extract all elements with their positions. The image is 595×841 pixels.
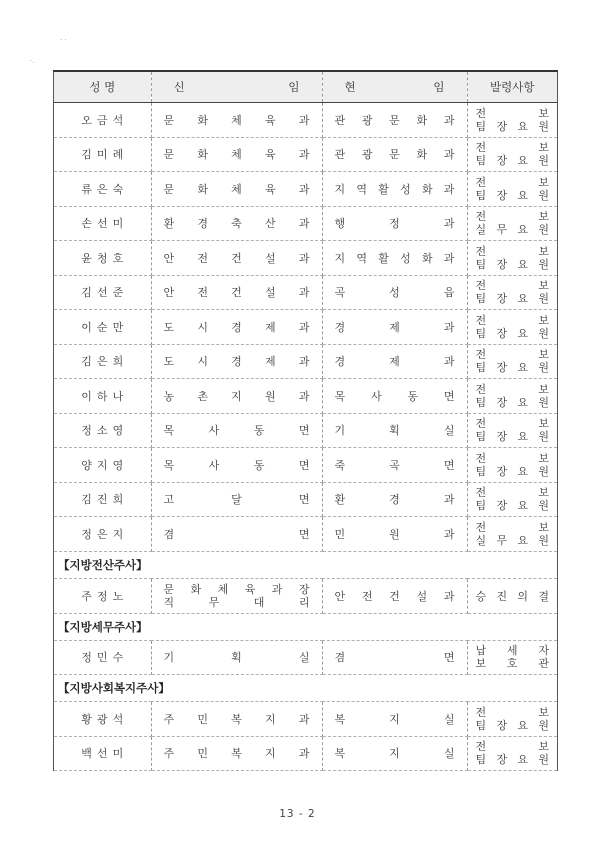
appointment-note: 전 보 팀 장 요 원 — [467, 702, 557, 737]
table-row — [54, 241, 557, 276]
person-name: 양 지 영 — [54, 448, 151, 483]
appointment-note: 전 보 팀 장 요 원 — [467, 172, 557, 207]
current-post: 관 광 문 화 과 — [322, 103, 467, 138]
person-name: 이 하 나 — [54, 379, 151, 414]
previous-post: 목 사 동 면 — [151, 413, 322, 448]
section-heading-row — [54, 675, 557, 702]
person-name: 김 은 희 — [54, 344, 151, 379]
previous-post: 환 경 축 산 과 — [151, 206, 322, 241]
person-name: 백 선 미 — [54, 736, 151, 771]
table-row — [54, 578, 557, 613]
person-name: 김 선 준 — [54, 275, 151, 310]
appointment-note: 납 세 자 보 호 관 — [467, 640, 557, 675]
current-post: 지 역 활 성 화 과 — [322, 172, 467, 207]
section-heading-row — [54, 613, 557, 640]
table-row — [54, 736, 557, 771]
table-row — [54, 103, 557, 138]
table-row — [54, 702, 557, 737]
appointment-note: 전 보 팀 장 요 원 — [467, 137, 557, 172]
previous-post: 문 화 체 육 과 — [151, 137, 322, 172]
previous-post: 도 시 경 제 과 — [151, 344, 322, 379]
appointment-note: 전 보 팀 장 요 원 — [467, 482, 557, 517]
appointment-note: 전 보 팀 장 요 원 — [467, 379, 557, 414]
table-row — [54, 482, 557, 517]
previous-post: 농 촌 지 원 과 — [151, 379, 322, 414]
current-post: 지 역 활 성 화 과 — [322, 241, 467, 276]
person-name: 오 금 석 — [54, 103, 151, 138]
person-name: 황 광 석 — [54, 702, 151, 737]
previous-post: 안 전 건 설 과 — [151, 275, 322, 310]
table-header-row — [54, 72, 557, 103]
current-post: 기 획 실 — [322, 413, 467, 448]
table-row — [54, 275, 557, 310]
previous-post: 안 전 건 설 과 — [151, 241, 322, 276]
table-row — [54, 448, 557, 483]
current-post: 환 경 과 — [322, 482, 467, 517]
table-row — [54, 413, 557, 448]
previous-post: 문 화 체 육 과 장 직 무 대 리 — [151, 578, 322, 613]
table-row — [54, 137, 557, 172]
person-name: 김 진 희 — [54, 482, 151, 517]
table-row — [54, 172, 557, 207]
appointment-note: 전 보 팀 장 요 원 — [467, 103, 557, 138]
appointment-note: 승 진 의 결 — [467, 578, 557, 613]
table-row — [54, 310, 557, 345]
person-name: 주 정 노 — [54, 578, 151, 613]
previous-post: 문 화 체 육 과 — [151, 172, 322, 207]
appointment-note: 전 보 팀 장 요 원 — [467, 344, 557, 379]
person-name: 정 은 지 — [54, 517, 151, 552]
previous-post: 목 사 동 면 — [151, 448, 322, 483]
page-number: 13 - 2 — [279, 808, 316, 820]
appointment-note: 전 보 실 무 요 원 — [467, 517, 557, 552]
appointment-note: 전 보 팀 장 요 원 — [467, 241, 557, 276]
appointment-note: 전 보 팀 장 요 원 — [467, 310, 557, 345]
person-name: 정 소 영 — [54, 413, 151, 448]
table-row — [54, 344, 557, 379]
current-post: 경 제 과 — [322, 344, 467, 379]
current-post: 경 제 과 — [322, 310, 467, 345]
current-post: 곡 성 읍 — [322, 275, 467, 310]
current-post: 죽 곡 면 — [322, 448, 467, 483]
header-name: 성 명 — [54, 72, 151, 103]
current-post: 복 지 실 — [322, 702, 467, 737]
person-name: 류 은 숙 — [54, 172, 151, 207]
previous-post: 겸 면 — [151, 517, 322, 552]
previous-post: 기 획 실 — [151, 640, 322, 675]
personnel-table-sheet — [53, 70, 558, 771]
previous-post: 주 민 복 지 과 — [151, 736, 322, 771]
section-heading: 【지방사회복지주사】 — [54, 675, 557, 702]
previous-post: 고 달 면 — [151, 482, 322, 517]
previous-post: 주 민 복 지 과 — [151, 702, 322, 737]
table-row — [54, 517, 557, 552]
person-name: 이 순 만 — [54, 310, 151, 345]
scan-mark-left: ·. — [30, 57, 35, 65]
person-name: 윤 청 호 — [54, 241, 151, 276]
previous-post: 문 화 체 육 과 — [151, 103, 322, 138]
section-heading: 【지방세무주사】 — [54, 613, 557, 640]
header-appointment: 발령사항 — [467, 72, 557, 103]
current-post: 안 전 건 설 과 — [322, 578, 467, 613]
appointment-note: 전 보 팀 장 요 원 — [467, 448, 557, 483]
current-post: 목 사 동 면 — [322, 379, 467, 414]
current-post: 관 광 문 화 과 — [322, 137, 467, 172]
table-row — [54, 206, 557, 241]
current-post: 겸 면 — [322, 640, 467, 675]
header-prev-post: 신 임 — [151, 72, 322, 103]
person-name: 김 미 례 — [54, 137, 151, 172]
person-name: 손 선 미 — [54, 206, 151, 241]
section-heading-row — [54, 551, 557, 578]
section-heading: 【지방전산주사】 — [54, 551, 557, 578]
personnel-table — [54, 72, 557, 771]
table-row — [54, 640, 557, 675]
header-current-post: 현 임 — [322, 72, 467, 103]
appointment-note: 전 보 팀 장 요 원 — [467, 736, 557, 771]
appointment-note: 전 보 팀 장 요 원 — [467, 413, 557, 448]
previous-post: 도 시 경 제 과 — [151, 310, 322, 345]
appointment-note: 전 보 실 무 요 원 — [467, 206, 557, 241]
scan-mark-top: · · — [60, 36, 67, 44]
current-post: 행 정 과 — [322, 206, 467, 241]
appointment-note: 전 보 팀 장 요 원 — [467, 275, 557, 310]
person-name: 정 민 수 — [54, 640, 151, 675]
current-post: 민 원 과 — [322, 517, 467, 552]
table-row — [54, 379, 557, 414]
current-post: 복 지 실 — [322, 736, 467, 771]
